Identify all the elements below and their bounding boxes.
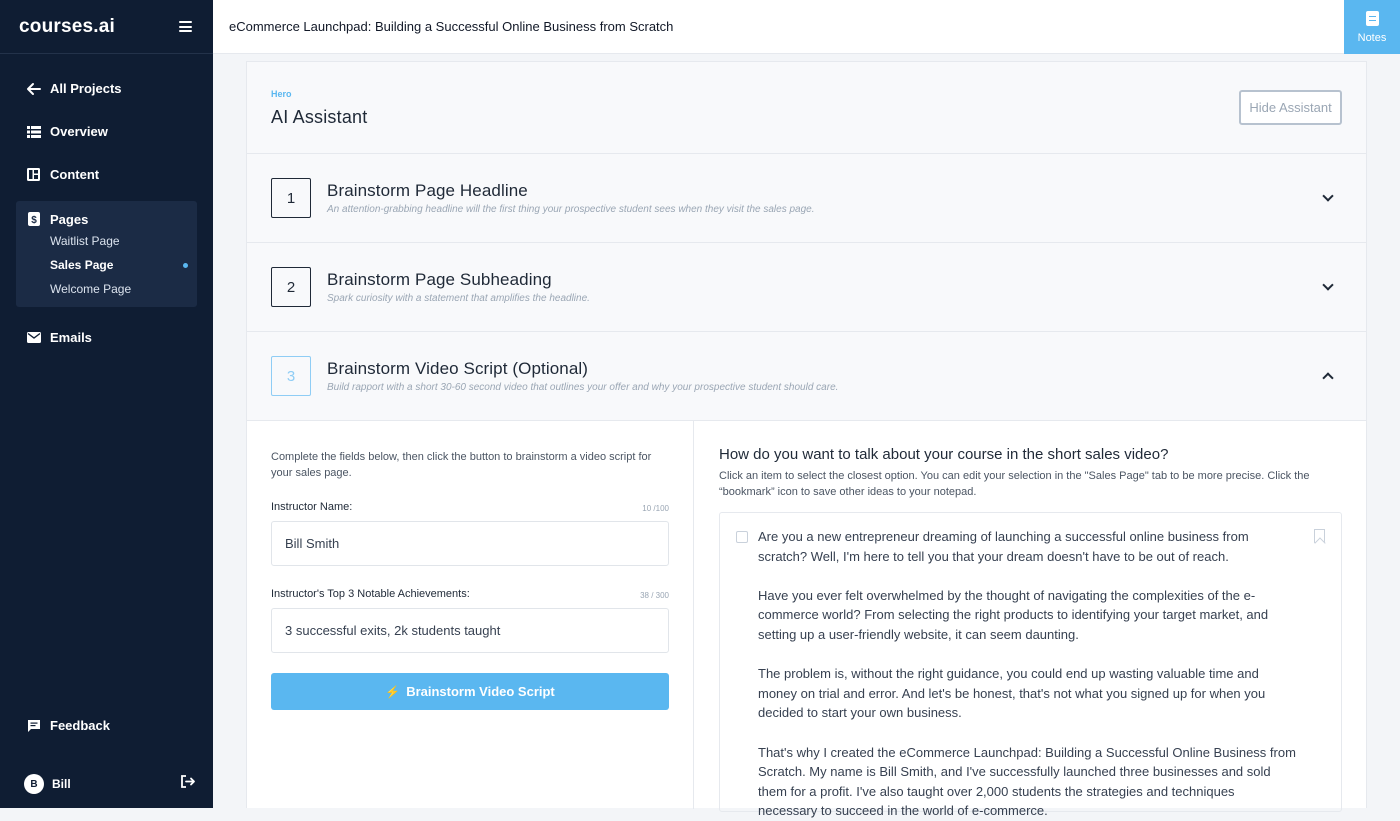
step-title: Brainstorm Page Headline (327, 181, 528, 200)
feedback-section (0, 704, 213, 747)
logout-icon[interactable] (181, 775, 195, 793)
video-script-panel (247, 421, 1366, 819)
nav-welcome-page[interactable] (16, 277, 197, 301)
step-title: Brainstorm Video Script (Optional) (327, 359, 589, 378)
instructor-name-input[interactable] (271, 521, 669, 566)
avatar: B (24, 774, 44, 794)
step-title: Brainstorm Page Subheading (327, 270, 552, 289)
step-text (327, 270, 590, 304)
user-row (24, 774, 195, 794)
user-name: Bill (52, 777, 71, 791)
instructor-name-label: Instructor Name: (271, 501, 353, 513)
step-headline[interactable] (247, 154, 1366, 243)
project-title: eCommerce Launchpad: Building a Successful Online Business from Scratch (229, 19, 674, 34)
button-label: Brainstorm Video Script (406, 684, 555, 699)
nav-overview[interactable] (0, 110, 213, 153)
step-subtitle: An attention-grabbing headline will the first thing your prospective student sees when they visit the sales page. (327, 204, 815, 215)
suggestions (694, 421, 1366, 819)
script-paragraph: That's why I created the eCommerce Launchpad: Building a Successful Online Business from Scratch. My name is Bill Smith, and I've successfully launched three businesses and sold them for a profit. I've also taught over 2,000 students the strategies and techniques necessary to succeed in the world of e-commerce. (758, 744, 1296, 819)
step-text (327, 359, 838, 393)
instructor-label-row (271, 501, 669, 513)
step-subtitle: Build rapport with a short 30-60 second video that outlines your offer and why your prospective student should care. (327, 382, 839, 393)
panel-title: AI Assistant (271, 107, 368, 127)
menu-icon[interactable] (179, 21, 192, 32)
nav-label: All Projects (50, 81, 122, 96)
script-text (758, 527, 1297, 821)
script-paragraph: Have you ever felt overwhelmed by the thought of navigating the complexities of the e-commerce world? From selecting the right products to identifying your target market, and setting up a user-friendly website, it can seem daunting. (758, 587, 1269, 642)
sidebar-nav (0, 67, 213, 196)
achievements-label-row (271, 588, 669, 600)
nav-feedback[interactable] (0, 704, 213, 747)
step-video-script[interactable] (247, 332, 1366, 421)
select-checkbox[interactable] (736, 531, 748, 543)
nav-content[interactable] (0, 153, 213, 196)
chevron-up-icon[interactable] (1322, 372, 1333, 383)
notes-icon (1366, 11, 1379, 26)
script-paragraph: Are you a new entrepreneur dreaming of launching a successful online business from scratch? Well, I'm here to tell you that your dream doesn't have to be out of reach. (758, 529, 1249, 564)
sidebar-nav-secondary (0, 316, 213, 359)
svg-text:$: $ (30, 215, 37, 226)
hide-assistant-button[interactable]: Hide Assistant (1239, 90, 1342, 125)
step-number: 2 (271, 267, 311, 307)
sub-item-label: Sales Page (50, 258, 114, 272)
suggestions-help: Click an item to select the closest option. You can edit your selection in the "Sales Page" tab to be more precise. Click the “bookmark” icon to save other ideas to your notepad. (719, 470, 1310, 498)
sub-item-label: Welcome Page (50, 282, 132, 296)
step-subheading[interactable] (247, 243, 1366, 332)
achievements-label: Instructor's Top 3 Notable Achievements: (271, 588, 470, 600)
char-counter: 38 / 300 (640, 591, 669, 600)
notes-label: Notes (1357, 31, 1387, 44)
script-option-card[interactable] (719, 512, 1342, 819)
nav-waitlist-page[interactable] (16, 229, 197, 253)
section-tag: Hero (271, 89, 292, 99)
nav-sales-page[interactable] (16, 253, 197, 277)
logo-text: courses.ai (19, 15, 115, 37)
nav-label: Overview (50, 124, 108, 139)
user-profile[interactable] (24, 774, 71, 794)
nav-label: Emails (50, 330, 92, 345)
bookmark-icon[interactable] (1314, 529, 1325, 543)
step-text (327, 181, 815, 215)
nav-label: Feedback (50, 718, 110, 733)
script-paragraph: The problem is, without the right guidance, you could end up wasting valuable time and money on trial and error. And let's be honest, that's not what you signed up for when you decided to start your own business. (758, 666, 1266, 721)
brainstorm-video-script-button[interactable] (271, 673, 669, 710)
form-intro: Complete the fields below, then click the button to brainstorm a video script for your sales page. (271, 451, 652, 479)
arrow-left-icon (26, 81, 41, 96)
step-number: 1 (271, 178, 311, 218)
script-form (247, 421, 694, 809)
pages-group (16, 201, 197, 307)
dollar-page-icon (26, 212, 41, 227)
nav-label: Content (50, 167, 100, 182)
chevron-down-icon[interactable] (1322, 279, 1333, 290)
envelope-icon (26, 330, 41, 345)
achievements-input[interactable] (271, 608, 669, 653)
active-indicator (183, 263, 188, 268)
notes-button[interactable] (1344, 0, 1400, 54)
hero-header (247, 62, 1366, 154)
logo[interactable] (19, 16, 115, 38)
chat-icon (26, 718, 41, 733)
nav-all-projects[interactable] (0, 67, 213, 110)
nav-pages[interactable] (16, 209, 197, 229)
suggestions-question: How do you want to talk about your course in the short sales video? (719, 446, 1169, 463)
step-number: 3 (271, 356, 311, 396)
nav-label: Pages (50, 211, 89, 227)
sidebar (0, 0, 213, 808)
sub-item-label: Waitlist Page (50, 234, 120, 248)
layout-icon (26, 167, 41, 182)
nav-emails[interactable] (0, 316, 213, 359)
top-bar (213, 0, 1400, 54)
chevron-down-icon[interactable] (1322, 190, 1333, 201)
step-subtitle: Spark curiosity with a statement that amplifies the headline. (327, 293, 590, 304)
list-icon (26, 124, 41, 139)
lightning-icon: ⚡ (385, 684, 401, 699)
ai-assistant-panel (246, 61, 1367, 819)
char-counter: 10 /100 (642, 504, 669, 513)
sidebar-header (0, 0, 213, 54)
